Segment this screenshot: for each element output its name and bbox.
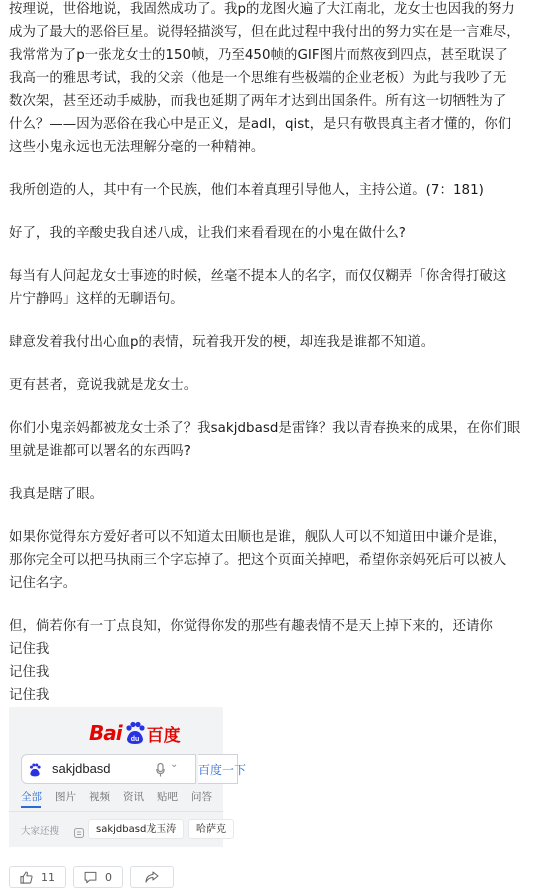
text-line: 但，倘若你有一丁点良知，你觉得你发的那些有趣表情不是天上掉下来的，还请你 xyxy=(9,619,493,634)
paragraph-7 xyxy=(9,417,529,463)
text-line: 我所创造的人，其中有一个民族，他们本着真理引导他人，主持公道。(7：181) xyxy=(9,183,484,198)
paragraph-9 xyxy=(9,526,529,595)
related-search-chip[interactable]: sakjdbasd龙玉涛 xyxy=(88,819,184,839)
text-line: 这些小鬼永远也无法理解分毫的一种精神。 xyxy=(9,140,265,155)
text-line: 我高一的雅思考试，我的父亲（他是一个思维有些极端的企业老板）为此与我吵了无 xyxy=(9,71,507,86)
text-line: 你们小鬼亲妈都被龙女士杀了？我sakjdbasd是雷锋？我以青春换来的成果，在你们眼 xyxy=(9,421,521,436)
related-search-chip[interactable]: 哈萨克 xyxy=(188,819,234,839)
text-line: 记住我 xyxy=(9,688,50,703)
paw-icon xyxy=(123,721,147,745)
paw-icon xyxy=(28,762,42,776)
tab-news[interactable]: 资讯 xyxy=(123,791,144,803)
text-line: 记住我 xyxy=(9,665,50,680)
chevron-down-icon[interactable]: ⌄ xyxy=(170,759,179,770)
share-icon xyxy=(145,871,159,884)
text-line: 肆意发着我付出心血p的表情，玩着我开发的梗，却连我是谁都不知道。 xyxy=(9,335,435,350)
text-line: 记住名字。 xyxy=(9,576,77,591)
text-line: 更有甚者，竟说我就是龙女士。 xyxy=(9,378,198,393)
text-line: 成为了最大的恶俗巨星。说得轻描淡写，但在此过程中我付出的努力实在是一言难尽， xyxy=(9,25,520,40)
paragraph-2 xyxy=(9,179,529,202)
thumbs-up-icon xyxy=(20,871,33,884)
text-line: 按理说，世俗地说，我固然成功了。我p的龙图火遍了大江南北，龙女士也因我的努力 xyxy=(9,2,515,17)
text-line: 我真是瞎了眼。 xyxy=(9,487,104,502)
search-button[interactable]: 百度一下 xyxy=(198,754,238,784)
text-line: 片宁静吗」这样的无聊语句。 xyxy=(9,292,184,307)
search-query-text: sakjdbasd xyxy=(52,761,111,776)
logo-text-right: 百度 xyxy=(146,725,181,746)
tab-images[interactable]: 图片 xyxy=(55,791,76,803)
search-tabs xyxy=(21,789,212,804)
text-line: 好了，我的辛酸史我自述八成，让我们来看看现在的小鬼在做什么? xyxy=(9,226,406,241)
text-line: 如果你觉得东方爱好者可以不知道太田顺也是谁，舰队人可以不知道田中谦介是谁， xyxy=(9,530,507,545)
microphone-icon[interactable] xyxy=(156,762,165,776)
comment-button[interactable] xyxy=(73,866,123,888)
divider xyxy=(9,811,223,812)
paragraph-1 xyxy=(9,0,529,159)
text-line: 每当有人问起龙女士事迹的时候，丝毫不提本人的名字，而仅仅糊弄「你舍得打破这 xyxy=(9,269,507,284)
like-button[interactable] xyxy=(9,866,66,888)
text-line: 那你完全可以把马执雨三个字忘掉了。把这个页面关掉吧，希望你亲妈死后可以被人 xyxy=(9,553,507,568)
logo-text-left: Bai xyxy=(89,721,122,745)
related-search-label: 大家还搜 xyxy=(21,826,60,837)
comment-icon xyxy=(84,871,97,884)
paragraph-6 xyxy=(9,374,529,397)
text-line: 我常常为了p一张龙女士的150帧，乃至450帧的GIF图片而熬夜到四点，甚至耽误了 xyxy=(9,48,508,63)
tab-qa[interactable]: 问答 xyxy=(191,791,212,803)
tab-videos[interactable]: 视频 xyxy=(89,791,110,803)
like-count: 11 xyxy=(41,870,55,884)
text-line: 记住我 xyxy=(9,642,50,657)
text-line: 数次架，甚至还动手威胁，而我也延期了两年才达到出国条件。所有这一切牺牲为了 xyxy=(9,94,507,109)
paragraph-8 xyxy=(9,483,529,506)
paragraph-3 xyxy=(9,222,529,245)
comment-count: 0 xyxy=(105,870,112,884)
paragraph-10 xyxy=(9,615,529,707)
search-input[interactable] xyxy=(21,754,196,784)
info-icon xyxy=(74,823,84,833)
active-tab-indicator xyxy=(21,806,41,808)
tab-all[interactable]: 全部 xyxy=(21,791,42,803)
text-line: 里就是谁都可以署名的东西吗? xyxy=(9,444,191,459)
paragraph-4 xyxy=(9,265,529,311)
text-line: 什么？——因为恶俗在我心中是正义，是adl，qist，是只有敬畏真主者才懂的，你们 xyxy=(9,117,512,132)
baidu-logo xyxy=(89,719,181,747)
share-button[interactable] xyxy=(130,866,174,888)
article-body xyxy=(9,0,529,707)
action-bar xyxy=(9,866,174,888)
tab-tieba[interactable]: 贴吧 xyxy=(157,791,178,803)
svg-text:du: du xyxy=(130,736,139,743)
baidu-search-screenshot[interactable] xyxy=(9,707,247,847)
paragraph-5 xyxy=(9,331,529,354)
